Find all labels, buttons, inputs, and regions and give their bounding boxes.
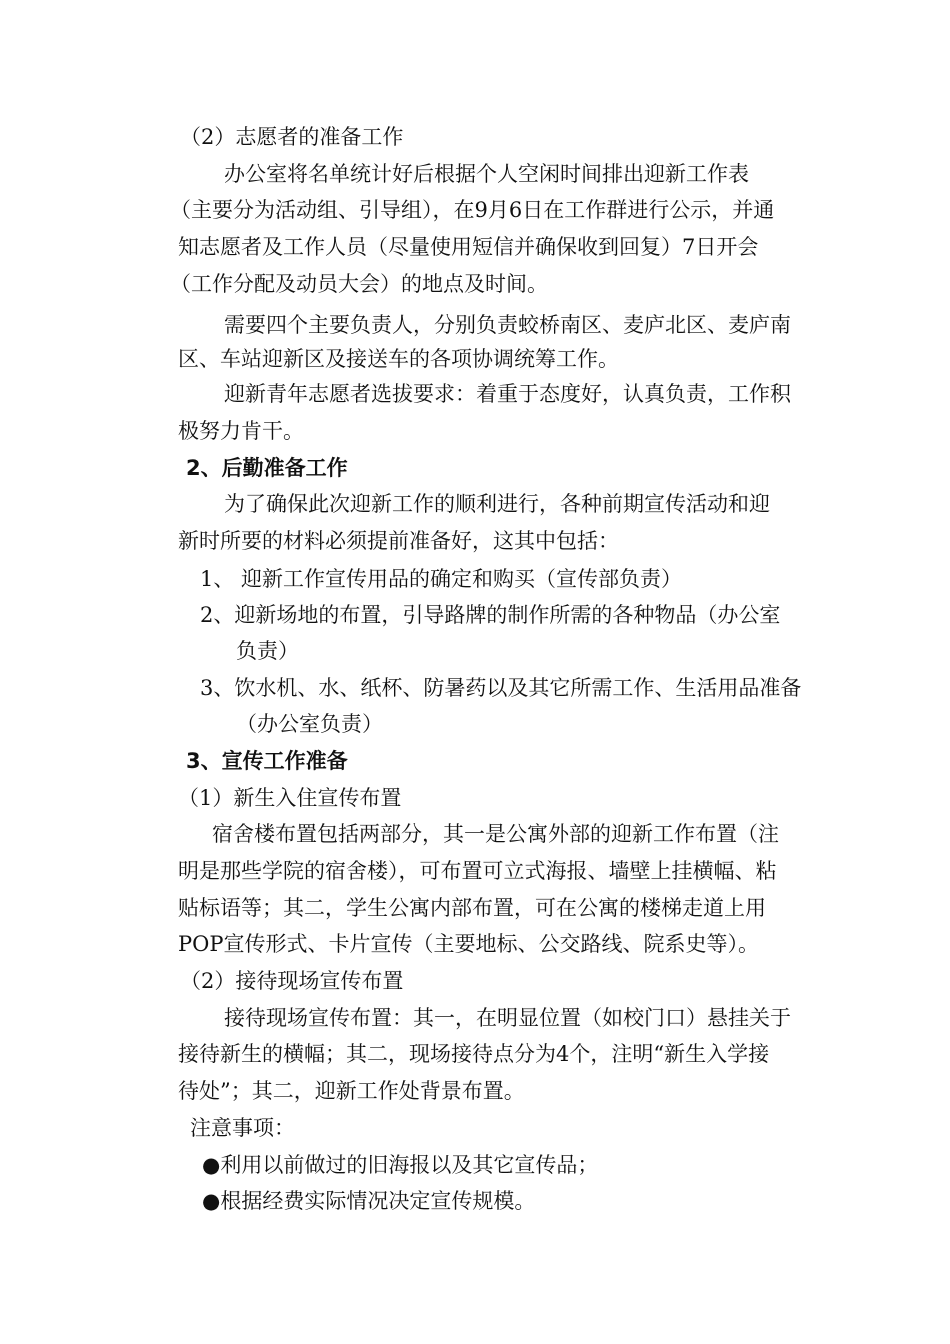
paragraph-line: 宿舍楼布置包括两部分，其一是公寓外部的迎新工作布置（注 bbox=[212, 822, 779, 846]
list-item-3: 3、饮水机、水、纸杯、防暑药以及其它所需工作、生活用品准备 bbox=[200, 676, 802, 700]
paragraph-line: （工作分配及动员大会）的地点及时间。 bbox=[170, 272, 548, 296]
notes-heading: 注意事项： bbox=[190, 1116, 295, 1140]
paragraph-line: 为了确保此次迎新工作的顺利进行，各种前期宣传活动和迎 bbox=[224, 492, 770, 516]
bullet-item: ●利用以前做过的旧海报以及其它宣传品； bbox=[202, 1153, 599, 1177]
paragraph-line: 知志愿者及工作人员（尽量使用短信并确保收到回复）7日开会 bbox=[178, 235, 759, 259]
paragraph-line: 明是那些学院的宿舍楼），可布置可立式海报、墙壁上挂横幅、粘 bbox=[178, 859, 777, 883]
paragraph-line: 迎新青年志愿者选拔要求：着重于态度好，认真负责，工作积 bbox=[224, 382, 791, 406]
paragraph-line: 接待新生的横幅；其二，现场接待点分为4个，注明“新生入学接 bbox=[178, 1042, 770, 1066]
paragraph-line: 待处”；其二，迎新工作处背景布置。 bbox=[178, 1079, 525, 1103]
subheading-reception-publicity: （2）接待现场宣传布置 bbox=[180, 969, 404, 993]
paragraph-line: 需要四个主要负责人，分别负责蛟桥南区、麦庐北区、麦庐南 bbox=[224, 313, 791, 337]
paragraph-line: POP宣传形式、卡片宣传（主要地标、公交路线、院系史等）。 bbox=[178, 932, 759, 956]
subheading-dorm-publicity: （1）新生入住宣传布置 bbox=[178, 786, 402, 810]
subheading-volunteer-prep: （2）志愿者的准备工作 bbox=[180, 125, 404, 149]
bullet-item: ●根据经费实际情况决定宣传规模。 bbox=[202, 1189, 536, 1213]
list-item-2: 2、迎新场地的布置，引导路牌的制作所需的各种物品（办公室 bbox=[200, 603, 781, 627]
paragraph-line: 区、车站迎新区及接送车的各项协调统筹工作。 bbox=[178, 347, 619, 371]
paragraph-line: 贴标语等；其二，学生公寓内部布置，可在公寓的楼梯走道上用 bbox=[178, 896, 766, 920]
list-item-3-continued: （办公室负责） bbox=[236, 712, 383, 736]
paragraph-line: 新时所要的材料必须提前准备好，这其中包括： bbox=[178, 529, 619, 553]
paragraph-line: （主要分为活动组、引导组），在9月6日在工作群进行公示，并通 bbox=[170, 198, 775, 222]
list-item-2-continued: 负责） bbox=[236, 639, 299, 663]
paragraph-line: 接待现场宣传布置：其一，在明显位置（如校门口）悬挂关于 bbox=[224, 1006, 791, 1030]
list-item-1: 1、 迎新工作宣传用品的确定和购买（宣传部负责） bbox=[200, 567, 683, 591]
paragraph-line: 办公室将名单统计好后根据个人空闲时间排出迎新工作表 bbox=[224, 162, 749, 186]
paragraph-line: 极努力肯干。 bbox=[178, 419, 304, 443]
section-heading-publicity: 3、宣传工作准备 bbox=[186, 749, 348, 773]
section-heading-logistics: 2、后勤准备工作 bbox=[186, 456, 348, 480]
